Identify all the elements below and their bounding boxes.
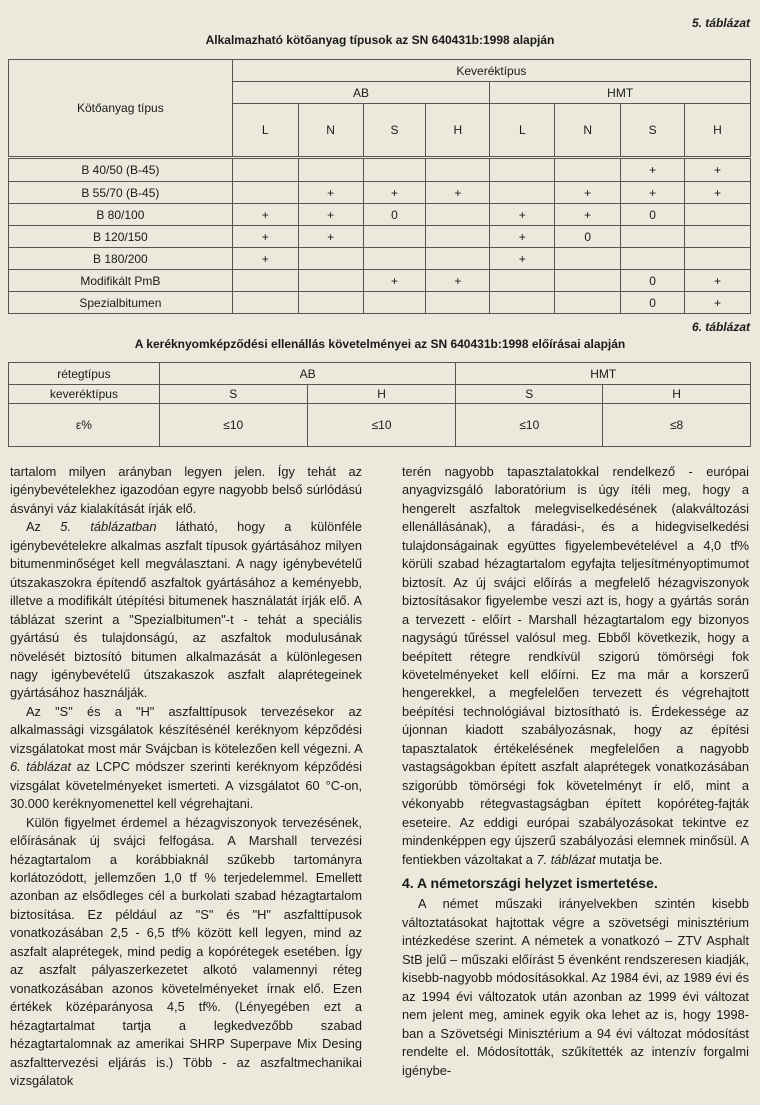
table6-row-label: rétegtípus <box>9 363 160 385</box>
table-cell <box>490 158 555 182</box>
text: az LCPC módszer szerinti keréknyom képződési vizsgálat követelményeket ismerteti. A vizsgálatot 60 °C-on, 30.000 keréknyomenettel kell végrehajtani. <box>10 759 362 812</box>
table-reference: 7. táblázat <box>536 851 596 867</box>
table-cell: + <box>298 204 363 226</box>
col-header: S <box>621 104 685 158</box>
table6-mix: H <box>603 385 751 404</box>
text: mutatja be. <box>595 851 663 867</box>
table5-row <box>9 158 751 182</box>
paragraph <box>10 703 362 814</box>
table-cell <box>298 270 363 292</box>
table-cell <box>555 158 621 182</box>
table-cell: 0 <box>363 204 426 226</box>
table5-row <box>9 270 751 292</box>
table5-hmt-header: HMT <box>490 82 751 104</box>
table-cell <box>298 158 363 182</box>
table6-value: ≤8 <box>603 404 751 447</box>
paragraph <box>10 518 362 703</box>
table-cell <box>685 226 751 248</box>
table5-label: 5. táblázat <box>691 16 750 30</box>
table-cell: 0 <box>555 226 621 248</box>
table5-title: Alkalmazható kötőanyag típusok az SN 640431b:1998 alapján <box>205 33 555 47</box>
table5-group-header: Keveréktípus <box>232 60 750 82</box>
table6-row-label: keveréktípus <box>9 385 160 404</box>
table-cell: 0 <box>621 204 685 226</box>
table-cell: + <box>555 204 621 226</box>
col-header: N <box>298 104 363 158</box>
table6 <box>8 362 751 447</box>
paragraph: tartalom milyen arányban legyen jelen. Így tehát az igénybevételekhez igazodóan egyre nagyobb belső súrlódású ásványi váz kialakítását írják elő. <box>10 464 362 516</box>
table-cell <box>363 292 426 314</box>
text-column-left <box>10 463 362 1090</box>
table-cell <box>426 248 490 270</box>
table6-label: 6. táblázat <box>691 320 750 334</box>
table-cell: + <box>298 226 363 248</box>
table-reference: 5. táblázatban <box>60 519 157 535</box>
table-cell <box>621 248 685 270</box>
table-cell: + <box>298 182 363 204</box>
table-cell <box>363 158 426 182</box>
table-cell <box>685 248 751 270</box>
col-header: H <box>685 104 751 158</box>
table6-row-label: ε% <box>9 404 160 447</box>
table-cell <box>232 292 298 314</box>
table5 <box>8 59 751 314</box>
table6-mix: S <box>159 385 307 404</box>
text: látható, hogy a különféle igénybevételekre alkalmas aszfalt típusok gyártásához milyen bitumenminőséget kell megválasztani. A nagy igénybevételű útszakaszokra építendő aszfaltok gyártásához a keményebb, illetve a modifikált útépítési bitumenek használatát írják elő. A táblázat szerint a "Spezialbitumen"-t - tehát a speciális gyártású és tulajdonságú, az aszfaltok modulusának növelését biztosító bitumen alkalmazását a különlegesen nagy igénybevételű útszakaszok aszfalt alaprétegeinek gyártásához használják. <box>10 519 362 701</box>
text: Az <box>26 519 61 535</box>
table-cell <box>298 292 363 314</box>
table-reference: 6. táblázat <box>10 759 72 775</box>
table5-row <box>9 182 751 204</box>
paragraph: A német műszaki irányelvekben szintén kisebb változtatásokat hajtottak végre a szövetségi minisztérium intézkedése szerint. A németek a vonatkozó – ZTV Asphalt StB jelű – műszaki előírást 5 évenként rendszeresen kiadják, kisebb-nagyobb módosításokkal. Az 1984 évi, az 1989 évi és az 1994 évi változatok után azonban az 1999 évi változat nem jelent meg, aminek egyik oka lehet az is, hogy 1998-ban a Szövetségi Minisztérium a 94 évi változat módosítást rendelte el. Módosították, szűkítették az intenzív forgalmi igénybe- <box>402 896 749 1078</box>
col-header: S <box>363 104 426 158</box>
table-cell <box>232 158 298 182</box>
table-cell <box>232 182 298 204</box>
section-heading: 4. A németországi helyzet ismertetése. <box>402 874 658 891</box>
row-label: B 80/100 <box>9 204 233 226</box>
col-header: H <box>426 104 490 158</box>
table6-mix: H <box>307 385 456 404</box>
table-cell: + <box>621 158 685 182</box>
table-cell: + <box>685 182 751 204</box>
table6-ab-header: AB <box>159 363 456 385</box>
table-cell <box>490 292 555 314</box>
table-cell <box>232 270 298 292</box>
table6-hmt-header: HMT <box>456 363 751 385</box>
table6-title: A keréknyomképződési ellenállás követelményei az SN 640431b:1998 előírásai alapján <box>134 337 626 351</box>
text: terén nagyobb tapasztalatokkal rendelkező - európai anyagvizsgáló laboratórium is úgy ítéli meg, hogy a hengerelt aszfaltok melegviselkedésének (alakváltozási ellenállásának), a fáradási-, és a hidegviselkedési tulajdonságainak együttes figyelembevételével a 4,0 tf% körüli szabad hézagtartalom egyfajta teljesítményoptimumot biztosít. Az új svájci előírás a megfelelő hézagviszonyok biztosításakor figyelembe veszi azt is, hogy a gyártás során a tervezett - előírt - Marshall hézagtartalom egy bizonyos nagyságú tűréssel valósul meg. Ebből következik, hogy a beépített rétegre rendkívül szigorú tömörségi fok követelményeket kell előírni. Ez ma már a korszerű hengerekkel, a megfelelően tervezett és végrehajtott beépítési technológiával biztosítható is. Érdekessége az újonnan kiadott szabályozásnak, hogy az építési tapasztalatok értékelésének megfelelően a nagyobb vastagságokban épített aszfalt alaprétegek vonatkozásában szigorúbb tömörségi fok követelményt ír elő, mint a vékonyabb rétegvastagságban épített kopóréteg-fajták eseteire. Az eddigi európai szabályozásokat tekintve ez mindenképpen egy újszerű szabályozási elemnek minősül. A fentiekben vázoltakat a <box>402 464 749 867</box>
table-cell: + <box>490 226 555 248</box>
table-cell: 0 <box>621 270 685 292</box>
table-cell <box>363 226 426 248</box>
table-cell: + <box>232 226 298 248</box>
table-cell <box>555 270 621 292</box>
table-cell: + <box>426 270 490 292</box>
table-cell: + <box>621 182 685 204</box>
table6-value: ≤10 <box>307 404 456 447</box>
row-label: Spezialbitumen <box>9 292 233 314</box>
table5-row <box>9 204 751 226</box>
table6-value: ≤10 <box>456 404 603 447</box>
table-cell <box>555 292 621 314</box>
col-header: L <box>232 104 298 158</box>
table-cell <box>426 292 490 314</box>
table-cell: + <box>426 182 490 204</box>
table6-value: ≤10 <box>159 404 307 447</box>
table5-row <box>9 248 751 270</box>
table-cell <box>426 158 490 182</box>
table-cell: + <box>232 204 298 226</box>
paragraph: Külön figyelmet érdemel a hézagviszonyok tervezésének, előírásának új svájci felfogása. A Marshall tervezési hézagtartalom a korábbiaknál szűkebb tartományra korlátozódott, jellemzően 1,0 tf % terjedelemmel. Emellett azonban az elsődleges cél a burkolati szabad hézagtartalom biztosítása. Ez például az "S" és "H" aszfalttípusok vonatkozásában 2,5 - 6,5 tf% között kell legyen, mind az aszfalt alaprétegek, mind pedig a kopórétegek esetében. Így az aszfalt pályaszerkezetet alkotó valamennyi réteg vonatkozásában azonos követelményeket írnak elő. Ezen értékek középarányosa 4,5 tf%. (Lényegében ezt a hézagtartalmat tartja a legkedvezőbb szabad hézagtartalomnak az amerikai SHRP Superpave Mix Desing aszfalttervezési eljárás is.) Több - az aszfaltmechanikai vizsgálatok <box>10 814 362 1088</box>
table-cell <box>685 204 751 226</box>
row-label: B 180/200 <box>9 248 233 270</box>
table-cell <box>426 226 490 248</box>
table5-ab-header: AB <box>232 82 490 104</box>
table-cell: + <box>490 204 555 226</box>
table-cell <box>621 226 685 248</box>
paragraph <box>402 463 749 869</box>
table-cell <box>490 182 555 204</box>
text: Az "S" és a "H" aszfalttípusok tervezésekor az alkalmassági vizsgálatok készítésénél keréknyom képződési vizsgálatokat most már Svájcban is kötelezően kell végezni. A <box>10 703 362 756</box>
table-cell: + <box>555 182 621 204</box>
row-label: B 40/50 (B-45) <box>9 158 233 182</box>
table-cell <box>490 270 555 292</box>
table-cell <box>298 248 363 270</box>
table-cell: + <box>490 248 555 270</box>
table-cell: + <box>685 292 751 314</box>
row-label: B 55/70 (B-45) <box>9 182 233 204</box>
table-cell: + <box>685 270 751 292</box>
col-header: L <box>490 104 555 158</box>
row-label: B 120/150 <box>9 226 233 248</box>
col-header: N <box>555 104 621 158</box>
table-cell: + <box>685 158 751 182</box>
table5-corner: Kötőanyag típus <box>9 60 233 158</box>
table-cell <box>555 248 621 270</box>
table-cell <box>363 248 426 270</box>
table6-mix: S <box>456 385 603 404</box>
row-label: Modifikált PmB <box>9 270 233 292</box>
table-cell <box>426 204 490 226</box>
table-cell: + <box>232 248 298 270</box>
table-cell: + <box>363 270 426 292</box>
table5-row <box>9 292 751 314</box>
text-column-right <box>402 463 749 1080</box>
table-cell: + <box>363 182 426 204</box>
table-cell: 0 <box>621 292 685 314</box>
table5-row <box>9 226 751 248</box>
